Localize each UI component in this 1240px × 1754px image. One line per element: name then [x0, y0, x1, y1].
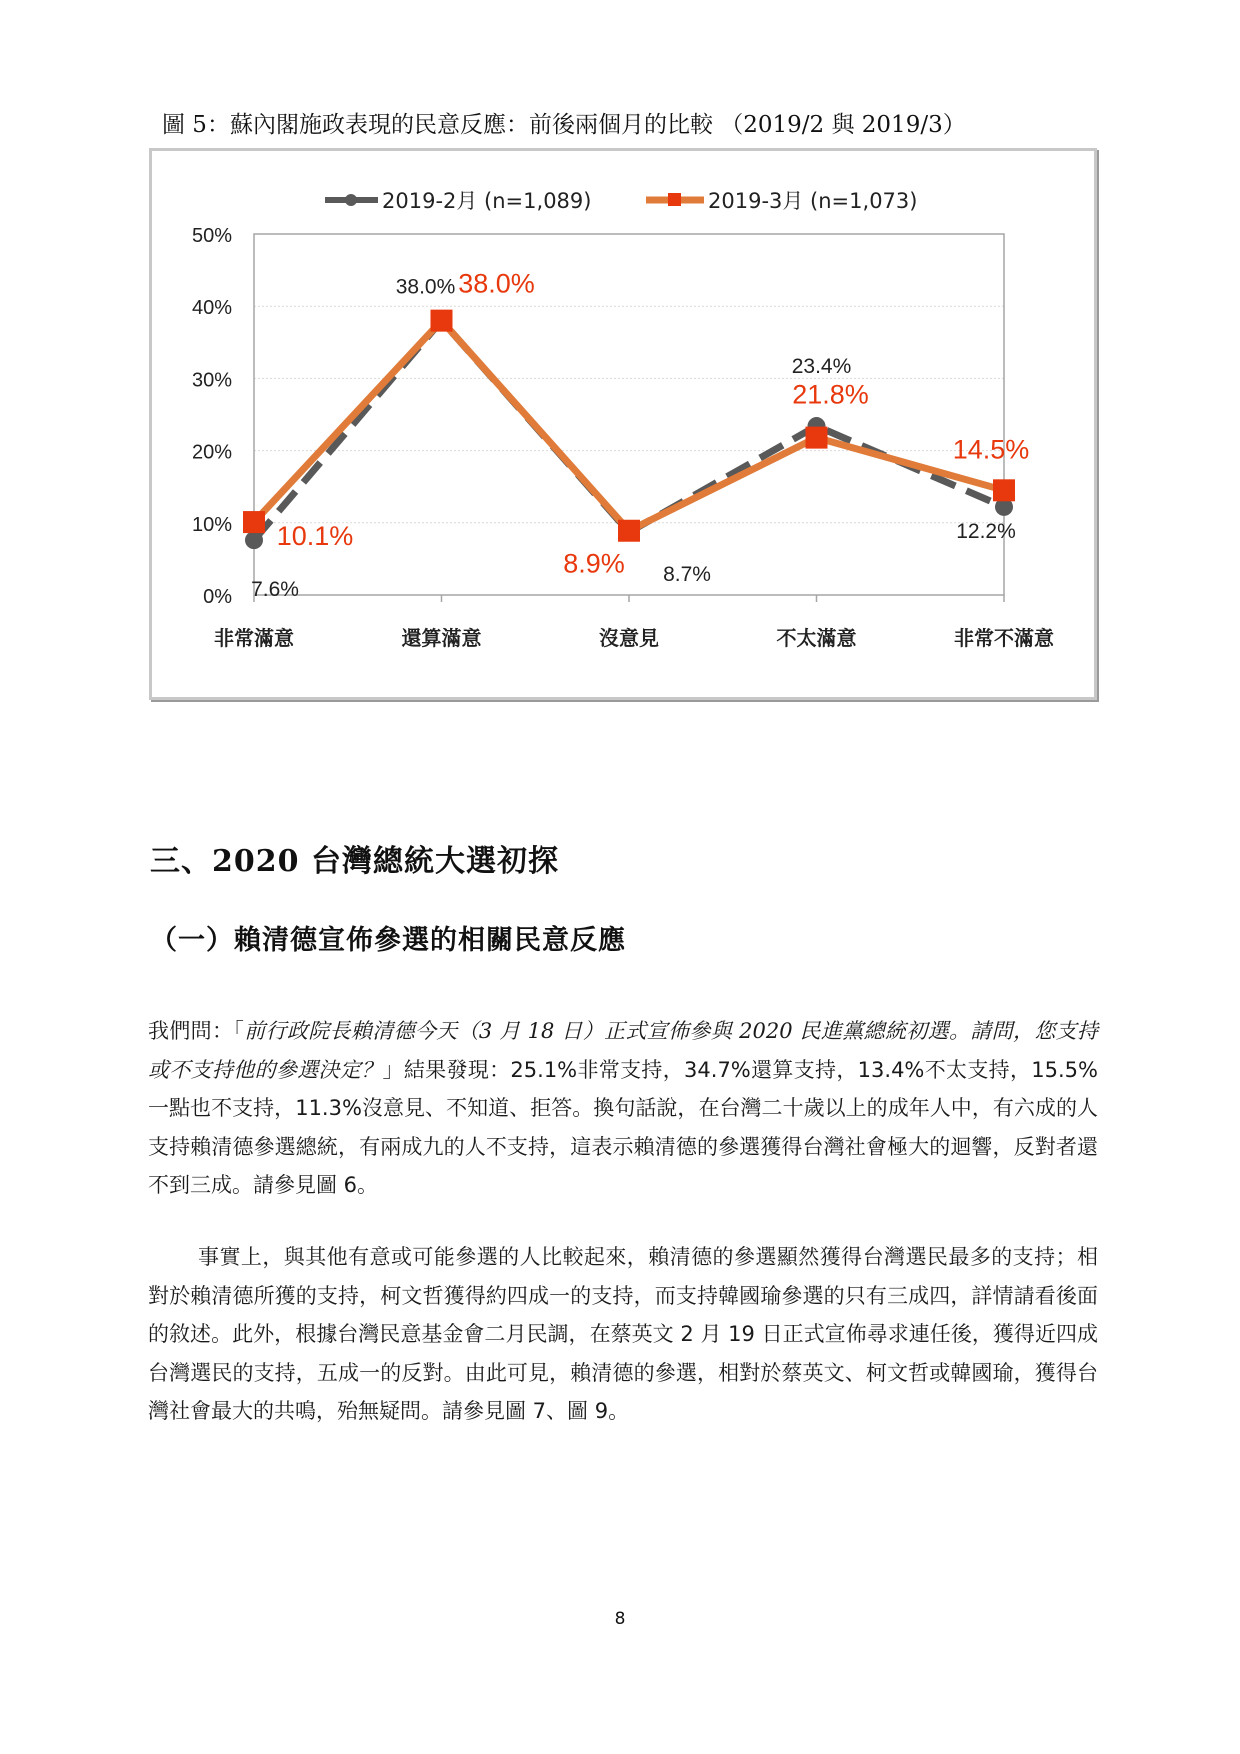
data-label-mar: 8.9%	[563, 548, 625, 579]
y-tick-label: 20%	[191, 441, 232, 464]
x-tick-label: 非常滿意	[214, 626, 294, 650]
page-number: 8	[614, 1609, 626, 1629]
series-mar-point	[431, 310, 453, 332]
data-label-feb: 38.0%	[395, 275, 456, 299]
legend-mar-label: 2019-3月 (n=1,073)	[708, 189, 918, 213]
paragraph-1	[148, 1012, 1098, 1205]
x-tick-label: 不太滿意	[776, 626, 857, 650]
legend-feb-label: 2019-2月 (n=1,089)	[382, 189, 592, 213]
data-label-feb: 12.2%	[956, 519, 1016, 543]
y-tick-label: 40%	[191, 297, 232, 320]
x-tick-label: 非常不滿意	[954, 626, 1054, 650]
data-label-feb: 8.7%	[663, 563, 711, 587]
x-tick-label: 沒意見	[599, 626, 659, 650]
y-tick-label: 50%	[191, 225, 232, 247]
series-mar-point	[806, 427, 828, 449]
subsection-heading: （一）賴清德宣佈參選的相關民意反應	[150, 925, 626, 956]
section-heading: 三、2020 台灣總統大選初探	[150, 844, 559, 879]
legend-mar-marker	[668, 193, 681, 206]
figure-caption: 圖 5：蘇內閣施政表現的民意反應：前後兩個月的比較 （2019/2 與 2019/3）	[162, 112, 966, 138]
series-mar-point	[993, 479, 1015, 501]
y-tick-label: 30%	[191, 369, 232, 392]
paragraph-1-lead: 我們問：「	[148, 1019, 245, 1043]
survey-question-quote: 前行政院長賴清德今天（3 月 18 日）正式宣佈參與 2020 民進黨總統初選。請問，您支持或不支持他的參選決定？	[148, 1019, 1098, 1082]
line-chart	[149, 148, 1097, 700]
series-mar-line	[254, 321, 1004, 531]
paragraph-2: 事實上，與其他有意或可能參選的人比較起來，賴清德的參選顯然獲得台灣選民最多的支持；相對於賴清德所獲的支持，柯文哲獲得約四成一的支持，而支持韓國瑜參選的只有三成四，詳情請看後面的敘述。此外，根據台灣民意基金會二月民調，在蔡英文 2 月 19 日正式宣佈尋求連任後，獲得近四成台灣選民的支持，五成一的反對。由此可見，賴清德的參選，相對於蔡英文、柯文哲或韓國瑜，獲得台灣社會最大的共鳴，殆無疑問。請參見圖 7、圖 9。	[148, 1245, 1098, 1423]
series-mar-point	[243, 511, 265, 533]
data-label-mar: 21.8%	[792, 379, 869, 410]
series-feb-point	[245, 531, 263, 549]
data-label-mar: 10.1%	[276, 521, 354, 552]
y-tick-label: 0%	[203, 586, 232, 608]
y-tick-label: 10%	[191, 513, 232, 536]
x-tick-label: 還算滿意	[401, 626, 482, 650]
series-feb-line	[254, 321, 1004, 540]
data-label-mar: 38.0%	[458, 268, 535, 299]
data-label-feb: 23.4%	[791, 355, 852, 379]
data-label-mar: 14.5%	[952, 434, 1030, 465]
data-label-feb: 7.6%	[251, 578, 299, 602]
paragraph-1-body: 」結果發現：25.1%非常支持，34.7%還算支持，13.4%不太支持，15.5%一點也不支持，11.3%沒意見、不知道、拒答。換句話說，在台灣二十歲以上的成年人中，有六成的人支持賴清德參選總統，有兩成九的人不支持，這表示賴清德的參選獲得台灣社會極大的迴響，反對者還不到三成。請參見圖 6。	[148, 1057, 1099, 1197]
series-mar-point	[618, 520, 640, 542]
chart-svg	[152, 151, 1094, 697]
legend-feb-marker	[345, 194, 357, 206]
